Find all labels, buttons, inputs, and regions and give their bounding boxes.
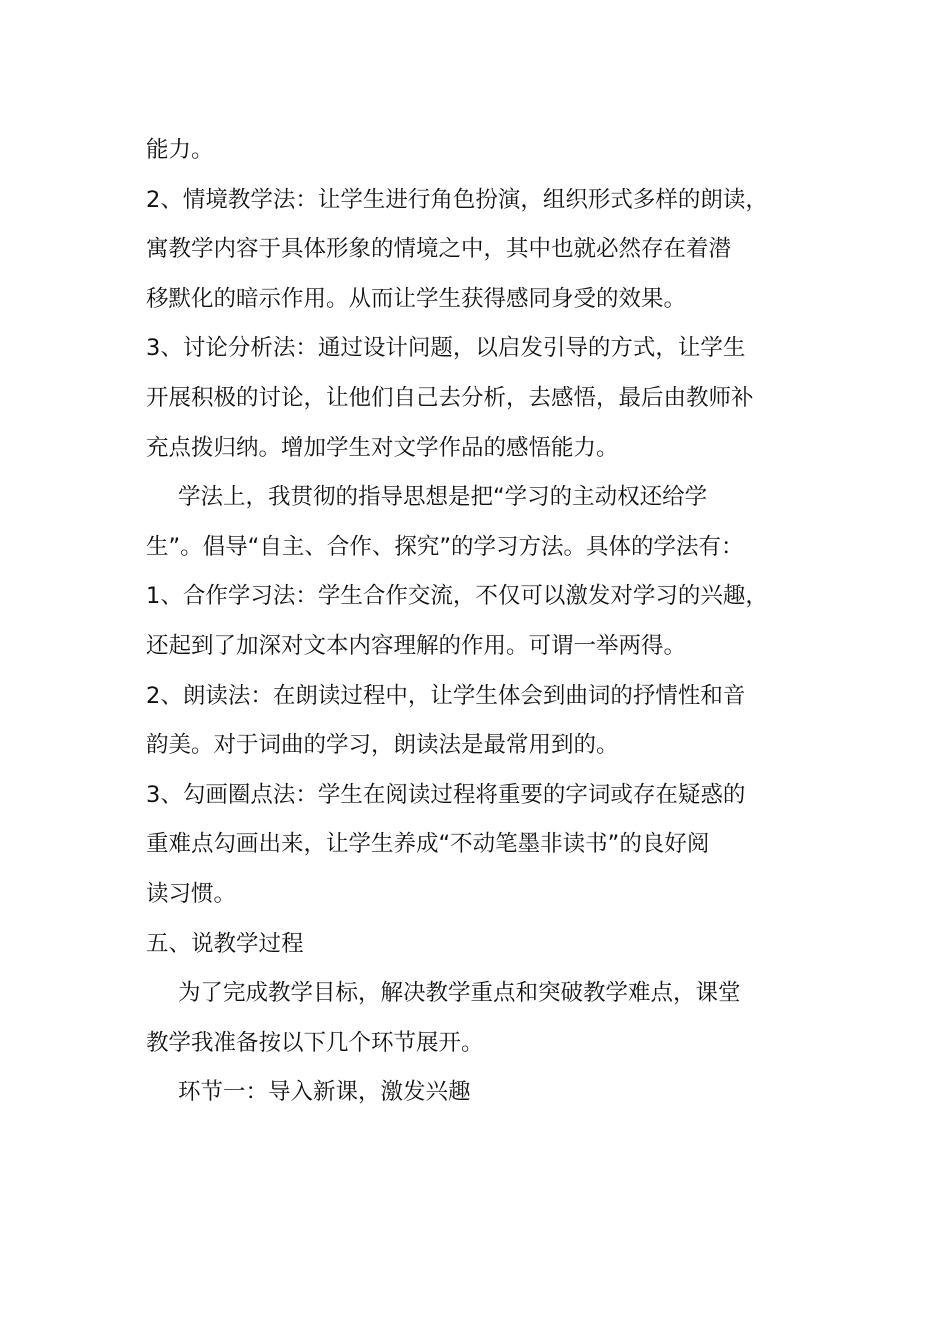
text-line: 还起到了加深对文本内容理解的作用。可谓一举两得。 bbox=[146, 632, 687, 659]
text-line: 充点拨归纳。增加学生对文学作品的感悟能力。 bbox=[146, 434, 619, 461]
text-line: 1、合作学习法：学生合作交流，不仅可以激发对学习的兴趣， bbox=[146, 583, 768, 610]
text-line: 3、讨论分析法：通过设计问题，以启发引导的方式，让学生 bbox=[146, 335, 746, 362]
text-line: 能力。 bbox=[146, 137, 214, 163]
text-line: 韵美。对于词曲的学习，朗读法是最常用到的。 bbox=[146, 732, 619, 759]
text-line: 3、勾画圈点法：学生在阅读过程将重要的字词或存在疑惑的 bbox=[146, 781, 746, 808]
text-line: 寓教学内容于具体形象的情境之中，其中也就必然存在着潜 bbox=[146, 236, 732, 263]
text-line: 开展积极的讨论，让他们自己去分析，去感悟，最后由教师补 bbox=[146, 384, 754, 411]
text-line: 移默化的暗示作用。从而让学生获得感同身受的效果。 bbox=[146, 285, 687, 312]
paragraph-first-line: 学法上，我贯彻的指导思想是把“学习的主动权还给学 bbox=[178, 484, 708, 511]
document-body bbox=[146, 126, 818, 1118]
subsection-heading: 环节一：导入新课，激发兴趣 bbox=[178, 1079, 471, 1106]
text-line: 2、情境教学法：让学生进行角色扮演，组织形式多样的朗读， bbox=[146, 186, 768, 213]
text-line: 重难点勾画出来，让学生养成“不动笔墨非读书”的良好阅 bbox=[146, 831, 710, 858]
text-line: 读习惯。 bbox=[146, 880, 237, 907]
text-line: 教学我准备按以下几个环节展开。 bbox=[146, 1029, 484, 1056]
section-heading: 五、说教学过程 bbox=[146, 930, 304, 957]
paragraph-first-line: 为了完成教学目标，解决教学重点和突破教学难点，课堂 bbox=[178, 980, 741, 1007]
text-line: 生”。倡导“自主、合作、探究”的学习方法。具体的学法有： bbox=[146, 533, 744, 560]
text-line: 2、朗读法：在朗读过程中，让学生体会到曲词的抒情性和音 bbox=[146, 682, 746, 709]
